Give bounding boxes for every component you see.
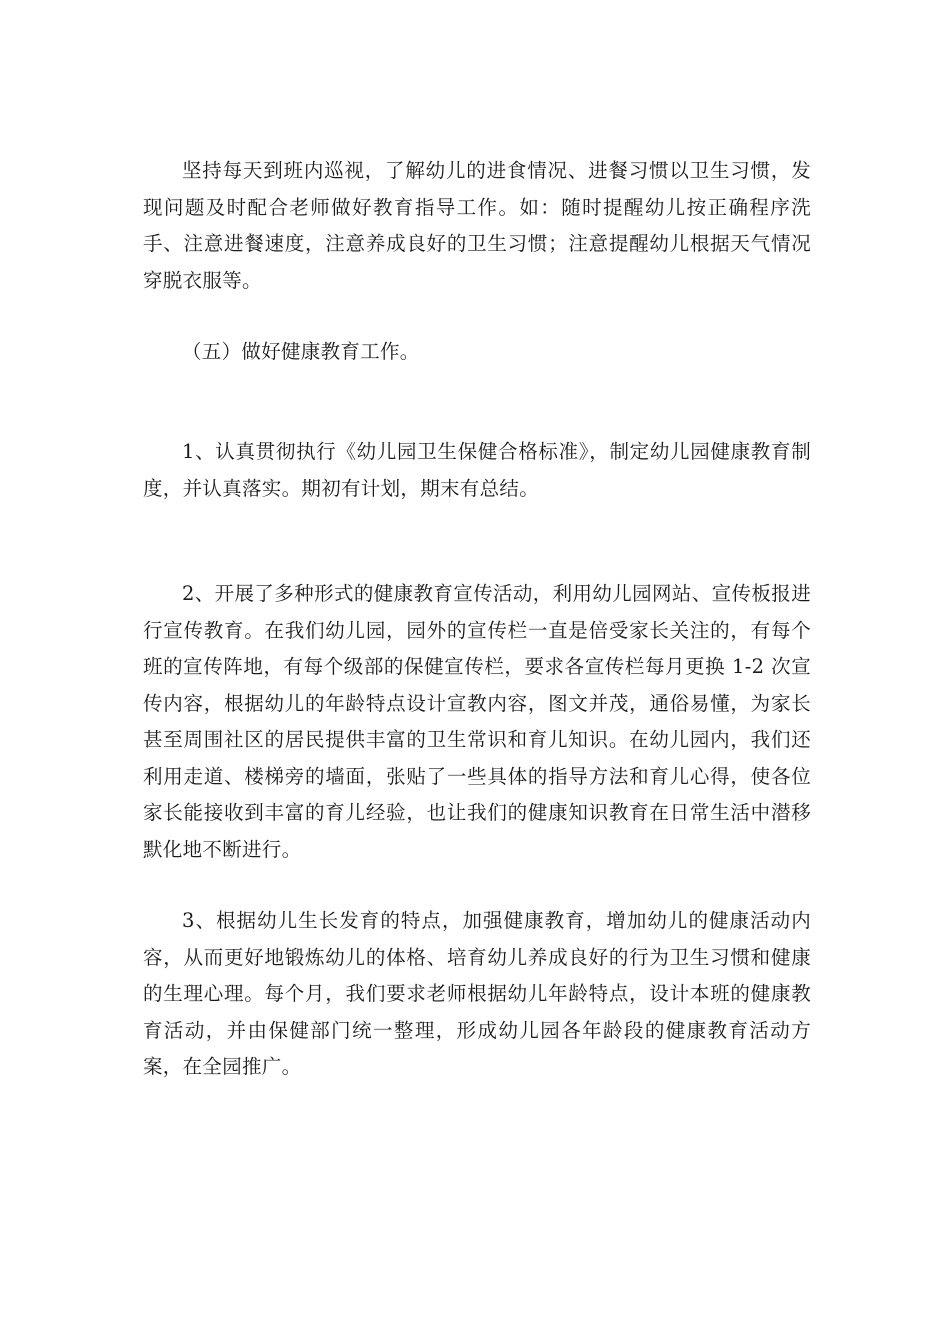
paragraph-meal-supervision: 坚持每天到班内巡视，了解幼儿的进食情况、进餐习惯以卫生习惯，发现问题及时配合老师做好教育指导工作。如：随时提醒幼儿按正确程序洗手、注意进餐速度，注意养成良好的卫生习惯；注意提醒幼儿根据天气情况穿脱衣服等。 bbox=[143, 159, 811, 292]
paragraph-item-2: 2、开展了多种形式的健康教育宣传活动，利用幼儿园网站、宣传板报进行宣传教育。在我们幼儿园，园外的宣传栏一直是倍受家长关注的，有每个班的宣传阵地，有每个级部的保健宣传栏，要求各宣传栏每月更换 1-2 次宣传内容，根据幼儿的年龄特点设计宣教内容，图文并茂，通俗易懂，为家长甚至周围社区的居民提供丰富的卫生常识和育儿知识。在幼儿园内，我们还利用走道、楼梯旁的墙面，张贴了一些具体的指导方法和育儿心得，使各位家长能接收到丰富的育儿经验，也让我们的健康知识教育在日常生活中潜移默化地不断进行。 bbox=[143, 582, 811, 861]
section-heading-health-education: （五）做好健康教育工作。 bbox=[182, 340, 420, 363]
paragraph-item-3: 3、根据幼儿生长发育的特点，加强健康教育，增加幼儿的健康活动内容，从而更好地锻炼幼儿的体格、培育幼儿养成良好的行为卫生习惯和健康的生理心理。每个月，我们要求老师根据幼儿年龄特点，设计本班的健康教育活动，并由保健部门统一整理，形成幼儿园各年龄段的健康教育活动方案，在全园推广。 bbox=[143, 909, 811, 1078]
paragraph-item-1: 1、认真贯彻执行《幼儿园卫生保健合格标准》，制定幼儿园健康教育制度，并认真落实。期初有计划，期末有总结。 bbox=[143, 440, 811, 500]
